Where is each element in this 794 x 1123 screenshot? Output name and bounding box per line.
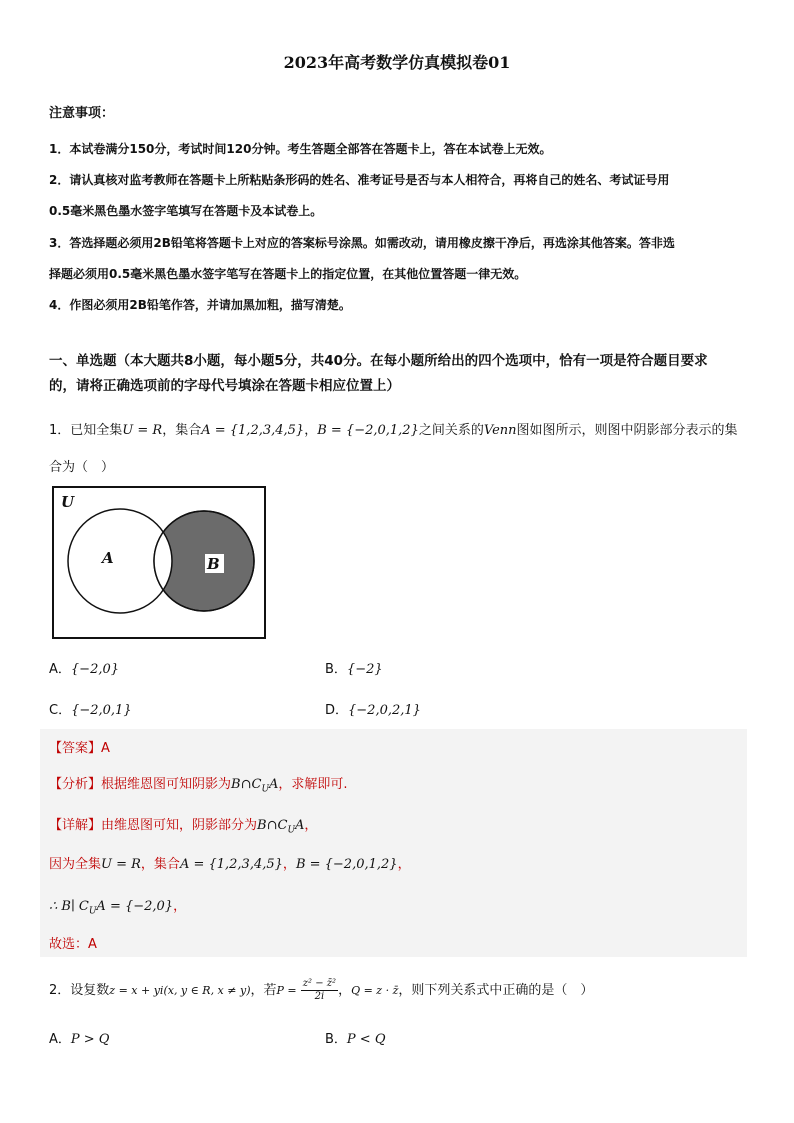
because-text: 因为全集 [49, 857, 102, 872]
venn-label-a: A [102, 549, 114, 567]
q1-text-d: 之间关系的 [418, 423, 484, 438]
q1-number: 1． [49, 423, 71, 438]
q1-option-b-label: B． [325, 662, 347, 677]
page-title: 2023年高考数学仿真模拟卷01 [283, 53, 511, 72]
q2-math-q: Q = z · z̄ [351, 984, 399, 997]
choose-text: 故选： [49, 937, 89, 952]
q1-option-c-label: C． [49, 703, 72, 718]
detail-math2: A [295, 818, 305, 833]
notice-line-1: 1．本试卷满分150分，考试时间120分钟。考生答题全部答在答题卡上，答在本试卷上无效。 [49, 142, 552, 156]
detail-tag: 【详解】 [49, 818, 102, 833]
q2-text-a: 设复数 [70, 983, 110, 998]
q2-frac-num: z² − z̄² [302, 978, 337, 989]
analysis-sub: U [261, 784, 270, 795]
q1-option-d-value: {−2,0,2,1} [348, 703, 421, 718]
q2-option-b-label: B． [325, 1032, 347, 1047]
analysis-tag: 【分析】 [49, 777, 102, 792]
detail-end: ， [304, 818, 318, 833]
q1-option-b[interactable] [325, 658, 383, 677]
notice-line-6: 4．作图必须用2B铅笔作答，并请加黑加粗，描写清楚。 [49, 298, 351, 312]
q2-stem [49, 978, 593, 1003]
venn-label-u: U [61, 493, 75, 511]
because-b: B = {−2,0,1,2} [295, 857, 398, 872]
answer-panel [40, 729, 747, 957]
section-heading-1: 一、单选题（本大题共8小题，每小题5分，共40分。在每小题所给出的四个选项中，恰有一项是符合题目要求 [49, 353, 708, 369]
q2-text-d: ，则下列关系式中正确的是（ ） [398, 983, 594, 998]
q1-option-c-value: {−2,0,1} [71, 703, 132, 718]
q2-option-a[interactable] [49, 1028, 109, 1047]
q1-text-a: 已知全集 [70, 423, 123, 438]
q2-fraction [301, 978, 338, 1003]
q1-text-b: ，集合 [162, 423, 202, 438]
q1-option-c[interactable] [49, 699, 132, 718]
detail-math: B∩C [257, 818, 288, 833]
q2-math-z: z = x + yi(x, y ∈ R, x ≠ y) [109, 984, 251, 997]
q2-math-p: P = [276, 984, 297, 997]
q1-stem-line-2: 合为（ ） [49, 460, 115, 475]
notice-heading: 注意事项： [49, 106, 115, 121]
q2-option-a-value: P > Q [70, 1032, 110, 1047]
q1-option-b-value: {−2} [346, 662, 383, 677]
choose-line [49, 933, 97, 952]
notice-line-4: 3．答选择题必须用2B铅笔将答题卡上对应的答案标号涂黑。如需改动，请用橡皮擦干净后，再选涂其他答案。答非选 [49, 236, 675, 250]
choose-value: A [88, 937, 97, 952]
therefore-line [49, 895, 186, 917]
because-u: U = R [101, 857, 141, 872]
venn-label-b: B [207, 555, 220, 573]
therefore-prefix: ∴ B∣ C [49, 899, 89, 914]
because-line [49, 853, 411, 872]
answer-line [49, 737, 110, 756]
therefore-sub: U [88, 906, 97, 917]
analysis-math: B∩C [231, 777, 262, 792]
q1-option-a-value: {−2,0} [70, 662, 120, 677]
analysis-text: 根据维恩图可知阴影为 [101, 777, 232, 792]
because-a: A = {1,2,3,4,5} [179, 857, 283, 872]
analysis-line [49, 773, 348, 795]
because-end: ， [397, 857, 411, 872]
q1-math-u: U = R [122, 423, 163, 438]
because-comma: ， [282, 857, 296, 872]
q1-option-d-label: D． [325, 703, 349, 718]
notice-line-3: 0.5毫米黑色墨水签字笔填写在答题卡及本试卷上。 [49, 204, 323, 218]
q2-text-c: ， [338, 983, 352, 998]
q2-option-b-value: P < Q [346, 1032, 386, 1047]
q1-option-a[interactable] [49, 658, 119, 677]
q1-text-c: ， [304, 423, 318, 438]
q2-text-b: ，若 [250, 983, 277, 998]
q1-venn-word: Venn [483, 423, 517, 438]
analysis-end: ，求解即可. [278, 777, 348, 792]
q2-option-b[interactable] [325, 1028, 385, 1047]
q1-math-a: A = {1,2,3,4,5} [201, 423, 305, 438]
therefore-end: ， [173, 899, 187, 914]
q1-text-e: 图如图所示，则图中阴影部分表示的集 [516, 423, 738, 438]
q1-stem-line-1 [49, 419, 738, 438]
q2-number: 2． [49, 983, 71, 998]
section-heading-2: 的，请将正确选项前的字母代号填涂在答题卡相应位置上） [49, 378, 400, 394]
therefore-rest: A = {−2,0} [96, 899, 174, 914]
q2-option-a-label: A． [49, 1032, 71, 1047]
q1-option-d[interactable] [325, 699, 421, 718]
notice-line-5: 择题必须用0.5毫米黑色墨水签字笔写在答题卡上的指定位置，在其他位置答题一律无效。 [49, 267, 527, 281]
detail-sub: U [287, 825, 296, 836]
analysis-math2: A [269, 777, 279, 792]
because-mid: ，集合 [140, 857, 180, 872]
q1-option-a-label: A． [49, 662, 71, 677]
q2-frac-den: 2i [314, 991, 325, 1002]
detail-line [49, 814, 317, 836]
answer-value: A [101, 741, 110, 756]
notice-line-2: 2．请认真核对监考教师在答题卡上所粘贴条形码的姓名、准考证号是否与本人相符合，再将自己的姓名、考试证号用 [49, 173, 670, 187]
detail-text: 由维恩图可知，阴影部分为 [101, 818, 258, 833]
venn-diagram [52, 486, 266, 639]
answer-tag: 【答案】 [49, 741, 102, 756]
q1-math-b: B = {−2,0,1,2} [317, 423, 419, 438]
